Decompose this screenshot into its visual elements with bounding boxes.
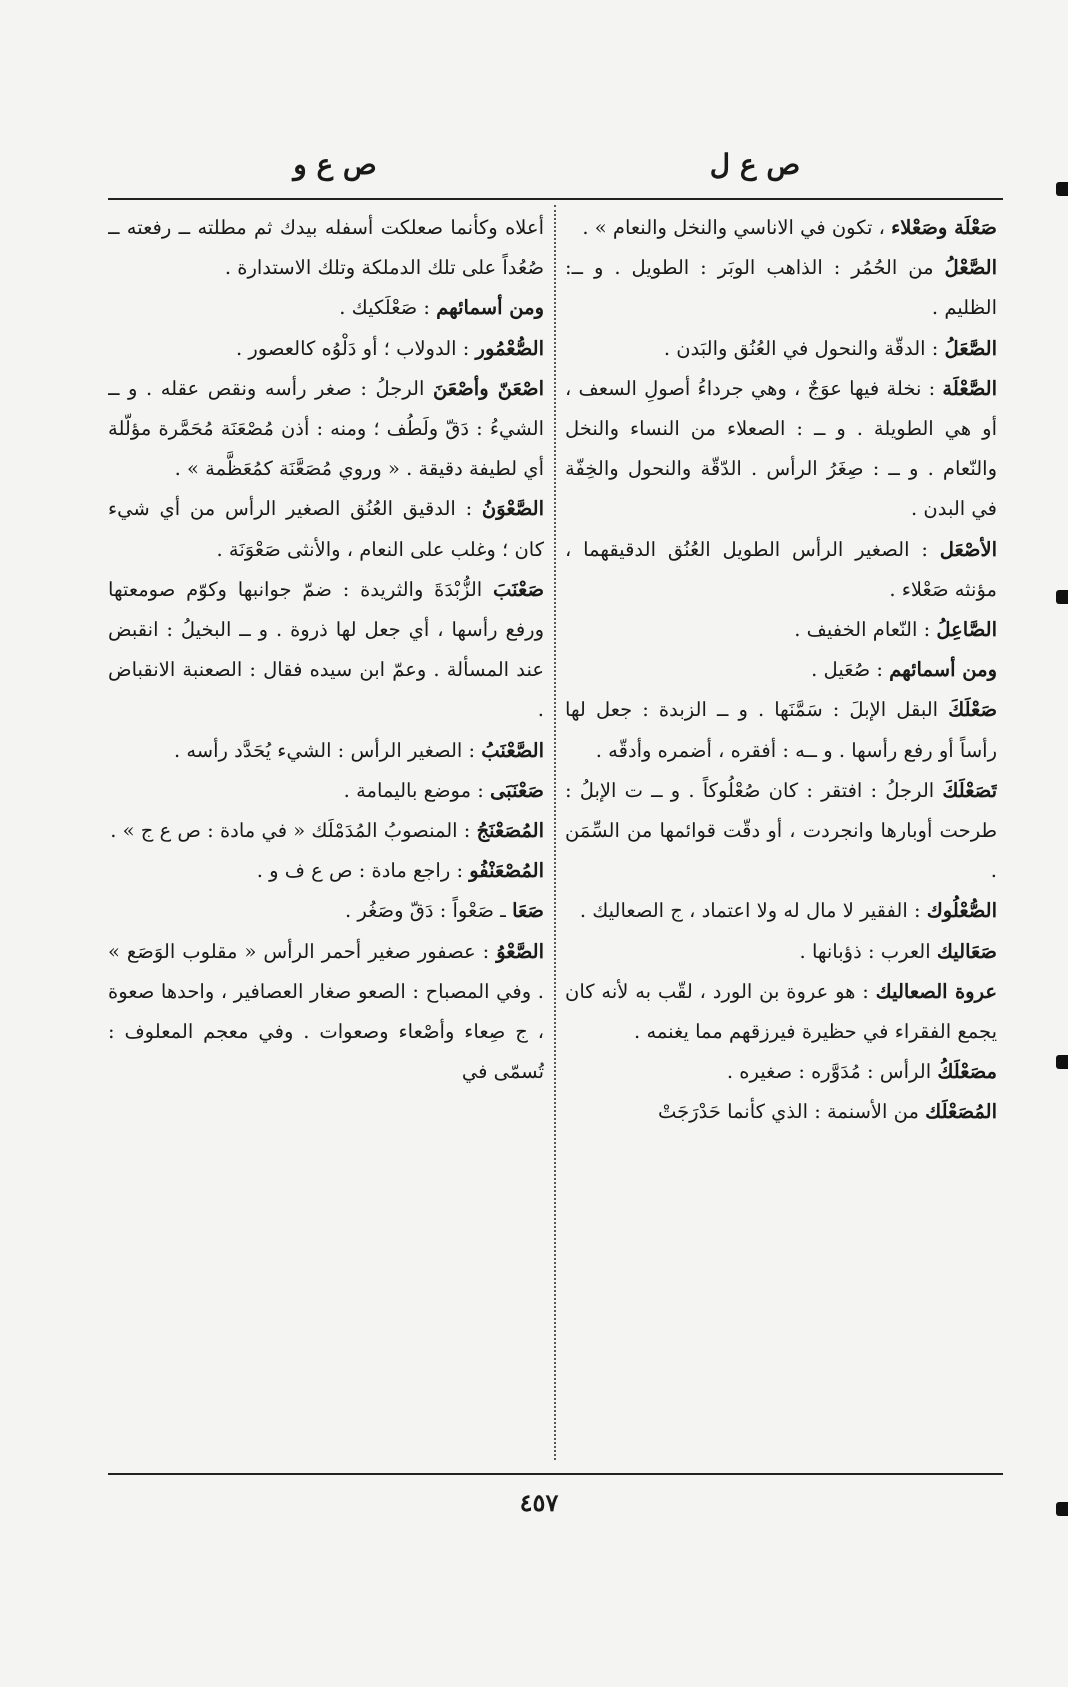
- dictionary-entry: [108, 731, 544, 771]
- edge-thumb-mark: [1056, 590, 1068, 604]
- entry-definition: الرأس : مُدَوَّره : صغيره .: [726, 1060, 938, 1084]
- dictionary-entry: [108, 288, 544, 328]
- dictionary-entry: [108, 329, 544, 369]
- right-column: [565, 208, 997, 1468]
- entry-definition: : الدقّة والنحول في العُنُق والبَدن .: [663, 336, 945, 360]
- entry-definition: : الدقيق العُنُق الصغير الرأس من أي شيء كان ؛ وغلب على النعام ، والأنثى صَعْوَنَة .: [108, 497, 544, 561]
- entry-definition: من الحُمُر : الذاهب الوبَر : الطويل . و ــ: الظليم .: [565, 256, 997, 320]
- column-divider: [554, 205, 556, 1460]
- page-number: ٤٥٧: [519, 1488, 559, 1517]
- entry-definition: : الصغير الرأس الطويل العُنُق الدقيقهما ، مؤنثه صَعْلاء .: [565, 537, 997, 601]
- entry-headword: صَعْنَبَى: [490, 778, 544, 802]
- dictionary-entry: [108, 851, 544, 891]
- dictionary-entry: [565, 690, 997, 770]
- dictionary-entry: [565, 610, 997, 650]
- dictionary-entry: [108, 489, 544, 569]
- entry-headword: المُصَعْنَجُ: [476, 819, 544, 843]
- entry-definition: : عصفور صغير أحمر الرأس « مقلوب الوَصَع » . وفي المصباح : الصعو صغار العصافير ، واحدها صعوة ، ج صِعاء وأصْعاء وصعوات . وفي معجم المعلوف : تُسمّى في: [108, 939, 544, 1084]
- entry-definition: الرجلُ : صغر رأسه ونقص عقله . و ــ الشيءُ : دَقّ ولَطُف ؛ ومنه : أذن مُصْعَنَة مُحَمَّرة مؤلّلة أي لطيفة دقيقة . « وروي مُصَعَّنَة كمُعَظَّمة » .: [108, 376, 544, 481]
- entry-headword: تَصَعْلَكَ: [942, 778, 997, 802]
- entry-definition: : صُعَيل .: [811, 658, 890, 682]
- entry-definition: الزُّبْدَةَ والثريدة : ضمّ جوانبها وكوّم صومعتها ورفع رأسها ، أي جعل لها ذروة . و ــ البخيلُ : انقبض عند المسألة . وعمّ ابن سيده فقال : الصعنبة الانقباض .: [108, 577, 544, 722]
- entry-definition: : نخلة فيها عوَجٌ ، وهي جرداءُ أصولِ السعف ، أو هي الطويلة . و ــ : الصعلاء من النساء والنخل والنّعام . و ــ : صِغَرُ الرأس . الدّقّة والنحول والخِفّة في البدن .: [565, 376, 997, 521]
- entry-definition: الرجلُ : افتقر : كان صُعْلُوكاً . و ــ ت الإبلُ : طرحت أوبارها وانجردت ، أو دقّت قوائمها من السِّمَن .: [565, 778, 997, 883]
- dictionary-entry: [108, 932, 544, 1093]
- dictionary-entry: [565, 891, 997, 931]
- entry-headword: الصَّعْوَنُ: [481, 497, 544, 521]
- entry-headword: الصَّعْلَة: [942, 376, 997, 400]
- dictionary-entry: [108, 811, 544, 851]
- dictionary-entry: [565, 208, 997, 248]
- dictionary-entry: [108, 771, 544, 811]
- entry-definition: من الأسنمة : الذي كأنما حَدْرَجَتْ: [657, 1100, 926, 1124]
- entry-definition: ـ صَعْواً : دَقّ وصَغُر .: [344, 899, 513, 923]
- entry-headword: الصَّعْنَبُ: [481, 738, 544, 762]
- entry-headword: صَعْلَة وصَعْلاء: [891, 216, 997, 239]
- dictionary-entry: [108, 369, 544, 490]
- entry-definition: : المنصوبُ المُدَمْلَك « في مادة : ص ع ج » .: [110, 819, 477, 843]
- entry-headword: مصَعْلَكُ: [937, 1060, 997, 1084]
- dictionary-entry: [108, 891, 544, 931]
- entry-headword: الأصْعَل: [939, 537, 997, 561]
- entry-definition: البقل الإبلَ : سَمَّنَها . و ــ الزبدة : جعل لها رأساً أو رفع رأسها . و ــه : أفقره ، أضمره وأدقّه .: [565, 698, 997, 762]
- entry-headword: ومن أسمائهم: [889, 658, 997, 682]
- edge-thumb-mark: [1056, 1055, 1068, 1069]
- entry-definition: : النّعام الخفيف .: [794, 618, 937, 642]
- dictionary-entry: [565, 972, 997, 1052]
- dictionary-entry: [108, 208, 544, 288]
- dictionary-entry: [565, 329, 997, 369]
- entry-definition: : راجع مادة : ص ع ف و .: [256, 859, 470, 883]
- dictionary-entry: [565, 932, 997, 972]
- dictionary-entry: [565, 650, 997, 690]
- top-rule: [108, 198, 1003, 200]
- entry-headword: ومن أسمائهم: [436, 296, 544, 320]
- entry-definition: ، تكون في الاناسي والنخل والنعام » .: [582, 216, 892, 239]
- edge-thumb-mark: [1056, 1502, 1068, 1516]
- entry-headword: الصُّعْلُوك: [926, 899, 997, 923]
- left-root-header: ص ع و: [293, 148, 377, 181]
- entry-headword: صَعَا: [512, 899, 544, 923]
- bottom-rule: [108, 1473, 1003, 1475]
- entry-headword: اصْعَنّ وأصْعَنَ: [432, 376, 544, 400]
- dictionary-entry: [565, 248, 997, 328]
- entry-definition: : موضع باليمامة .: [343, 778, 490, 802]
- entry-headword: صَعْلَكَ: [948, 698, 997, 722]
- entry-definition: : الدولاب ؛ أو دَلْوُه كالعصور .: [235, 336, 476, 360]
- entry-definition: : صَعْلَكيك .: [339, 296, 437, 320]
- dictionary-entry: [565, 1092, 997, 1132]
- entry-headword: عروة الصعاليك: [875, 979, 997, 1003]
- entry-headword: الصَّاعِلُ: [936, 618, 997, 642]
- entry-headword: المُصَعْلَك: [925, 1100, 997, 1124]
- dictionary-entry: [108, 570, 544, 731]
- entry-headword: الصَّعْوُ: [496, 939, 544, 963]
- right-root-header: ص ع ل: [709, 148, 801, 181]
- entry-headword: الصَّعَلُ: [944, 336, 997, 360]
- entry-headword: صَعْنَبَ: [493, 577, 544, 601]
- entry-definition: العرب : ذؤبانها .: [799, 939, 937, 963]
- entry-headword: المُصْعَنْفُو: [469, 859, 544, 883]
- dictionary-entry: [565, 1052, 997, 1092]
- entry-definition: : الصغير الرأس : الشيء يُحَدَّد رأسه .: [173, 738, 482, 762]
- entry-definition: أعلاه وكأنما صعلكت أسفله بيدك ثم مطلته ــ رفعته ــ صُعُداً على تلك الدملكة وتلك الاستدارة .: [108, 216, 544, 280]
- entry-definition: : الفقير لا مال له ولا اعتماد ، ج الصعاليك .: [579, 899, 927, 923]
- left-column: [108, 208, 544, 1468]
- entry-definition: : هو عروة بن الورد ، لقّب به لأنه كان يجمع الفقراء في حظيرة فيرزقهم مما يغنمه .: [565, 979, 997, 1044]
- entry-headword: الصَّعْلُ: [944, 256, 997, 280]
- entry-headword: صَعَاليك: [936, 939, 997, 963]
- dictionary-entry: [565, 771, 997, 892]
- dictionary-entry: [565, 369, 997, 530]
- dictionary-entry: [565, 530, 997, 610]
- edge-thumb-mark: [1056, 182, 1068, 196]
- entry-headword: الصُّعْمُور: [475, 336, 544, 360]
